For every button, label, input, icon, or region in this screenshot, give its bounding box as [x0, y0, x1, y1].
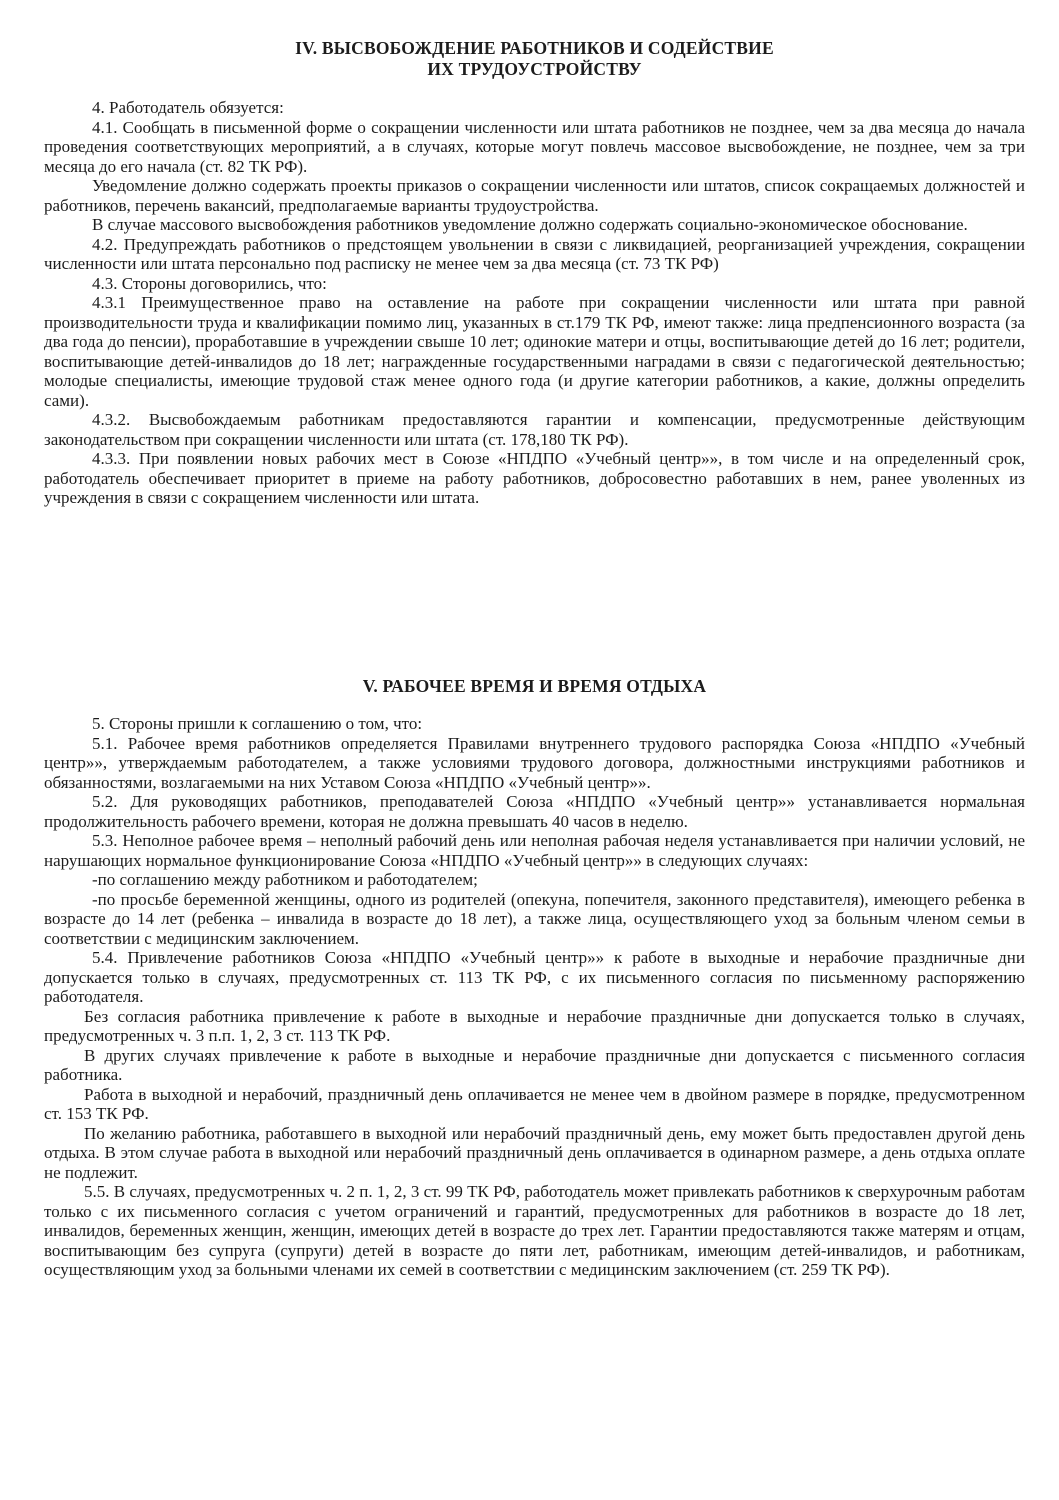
paragraph-notice-content: Уведомление должно содержать проекты приказов о сокращении численности или штатов, список сокращаемых должностей и работников, перечень вакансий, предполагаемые варианты трудоустройства.: [44, 176, 1025, 215]
paragraph-day-off: По желанию работника, работавшего в выходной или нерабочий праздничный день, ему может быть предоставлен другой день отдыха. В этом случае работа в выходной или нерабочий праздничный день оплачивается в одинарном размере, а день отдыха оплате не подлежит.: [44, 1123, 1025, 1182]
paragraph-5: 5. Стороны пришли к соглашению о том, что:: [92, 714, 423, 733]
paragraph-5-5: 5.5. В случаях, предусмотренных ч. 2 п. 1, 2, 3 ст. 99 ТК РФ, работодатель может привлекать работников к сверхурочным работам только с их письменного согласия с учетом ограничений и гарантий, предусмотренных для работников в возрасте до 18 лет, инвалидов, беременных женщин, женщин, имеющих детей в возрасте до трех лет. Гарантии предоставляются также матерям и отцам, воспитывающим без супруга (супруги) детей в возрасте до пяти лет, работникам, имеющим детей-инвалидов, и работникам, осуществляющим уход за больными членами их семей в соответствии с медицинским заключением (ст. 259 ТК РФ).: [44, 1182, 1025, 1279]
section-5-body: [44, 714, 1025, 1280]
list-item-agreement: -по соглашению между работником и работодателем;: [92, 870, 478, 889]
paragraph-4-3-2: 4.3.2. Высвобождаемым работникам предоставляются гарантии и компенсации, предусмотренные действующим законодательством при сокращении численности или штата (ст. 178,180 ТК РФ).: [44, 410, 1025, 449]
paragraph-4-3-3: 4.3.3. При появлении новых рабочих мест в Союзе «НПДПО «Учебный центр»», в том числе и на определенный срок, работодатель обеспечивает приоритет в приеме на работу работников, добросовестно работавших в нем, ранее уволенных из учреждения в связи с сокращением численности или штата.: [44, 449, 1025, 507]
section-4-title-line-1: IV. ВЫСВОБОЖДЕНИЕ РАБОТНИКОВ И СОДЕЙСТВИЕ: [295, 38, 774, 58]
paragraph-5-4: 5.4. Привлечение работников Союза «НПДПО «Учебный центр»» к работе в выходные и нерабочие праздничные дни допускается только в случаях, предусмотренных ст. 113 ТК РФ, с их письменного согласия по письменному распоряжению работодателя.: [44, 948, 1025, 1006]
section-5-title: V. РАБОЧЕЕ ВРЕМЯ И ВРЕМЯ ОТДЫХА: [362, 676, 707, 696]
section-4-title: [44, 38, 1025, 80]
paragraph-other-cases: В других случаях привлечение к работе в выходные и нерабочие праздничные дни допускается с письменного согласия работника.: [44, 1045, 1025, 1084]
section-4-title-line-2: ИХ ТРУДОУСТРОЙСТВУ: [427, 59, 642, 79]
paragraph-4-3: 4.3. Стороны договорились, что:: [92, 273, 327, 293]
paragraph-4-1: 4.1. Сообщать в письменной форме о сокращении численности или штата работников не позднее, чем за два месяца до начала проведения соответствующих мероприятий, а в случаях, которые могут повлечь массовое высвобождение, не позднее, чем за три месяца до его начала (ст. 82 ТК РФ).: [44, 117, 1025, 176]
paragraph-5-2: 5.2. Для руководящих работников, преподавателей Союза «НПДПО «Учебный центр»» устанавливается нормальная продолжительность рабочего времени, которая не должна превышать 40 часов в неделю.: [44, 792, 1025, 831]
paragraph-5-3: 5.3. Неполное рабочее время – неполный рабочий день или неполная рабочая неделя устанавливается при наличии условий, не нарушающих нормальное функционирование Союза «НПДПО «Учебный центр»» в следующих случаях:: [44, 831, 1025, 870]
paragraph-double-pay: Работа в выходной и нерабочий, праздничный день оплачивается не менее чем в двойном размере в порядке, предусмотренном ст. 153 ТК РФ.: [44, 1084, 1025, 1123]
paragraph-mass-release: В случае массового высвобождения работников уведомление должно содержать социально-экономическое обоснование.: [92, 215, 968, 234]
paragraph-without-consent: Без согласия работника привлечение к работе в выходные и нерабочие праздничные дни допускается только в случаях, предусмотренных ч. 3 п.п. 1, 2, 3 ст. 113 ТК РФ.: [44, 1006, 1025, 1045]
paragraph-4-3-1: 4.3.1 Преимущественное право на оставление на работе при сокращении численности или штата при равной производительности труда и квалификации помимо лиц, указанных в ст.179 ТК РФ, имеют также: лица предпенсионного возраста (за два года до пенсии), проработавшие в учреждении свыше 10 лет; одинокие матери и отцы, воспитывающие детей до 16 лет; родители, воспитывающие детей-инвалидов до 18 лет; награжденные государственными наградами в связи с педагогической деятельностью; молодые специалисты, имеющие трудовой стаж менее одного года (и другие категории работников, а какие, должны определить сами).: [44, 293, 1025, 410]
section-4-body: [44, 98, 1025, 508]
paragraph-5-1: 5.1. Рабочее время работников определяется Правилами внутреннего трудового распорядка Союза «НПДПО «Учебный центр»», утверждаемым работодателем, а также условиями трудового договора, должностными инструкциями работников и обязанностями, возлагаемыми на них Уставом Союза «НПДПО «Учебный центр»».: [44, 733, 1025, 792]
list-item-request: -по просьбе беременной женщины, одного из родителей (опекуна, попечителя, законного представителя), имеющего ребенка в возрасте до 14 лет (ребенка – инвалида в возрасте до 18 лет), а также лица, осуществляющего уход за больным членом семьи в соответствии с медицинским заключением.: [44, 889, 1025, 948]
paragraph-4-2: 4.2. Предупреждать работников о предстоящем увольнении в связи с ликвидацией, реорганизацией учреждения, сокращении численности или штата персонально под расписку не менее чем за два месяца (ст. 73 ТК РФ): [44, 234, 1025, 273]
paragraph-4: 4. Работодатель обязуется:: [92, 98, 284, 117]
